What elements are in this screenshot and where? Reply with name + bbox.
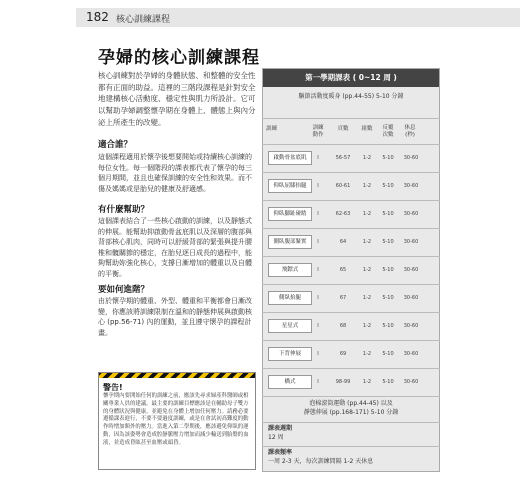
divider <box>262 396 440 397</box>
exercise-name: 橋式 <box>268 375 312 389</box>
section-body-who: 這個課程適用於懷孕後想要開始或持續核心訓練的每位女性。每一個階段的課表都代表了懷孕的每三個月期間，並且也確保訓練的安全性和效果。而不傷及媽媽或是胎兒的健康及舒適感。 <box>98 153 252 193</box>
cooldown-line-2: 靜態伸展 (pp.168-171) 5-10 分鐘 <box>303 409 399 416</box>
cell-sets: 1-2 <box>362 379 372 385</box>
cell-sets: 1-2 <box>362 155 372 161</box>
table-title: 第一學期課表 ( 0~12 周 ) <box>263 69 439 87</box>
warning-box <box>98 372 256 470</box>
period-value: 12 周 <box>268 434 284 441</box>
cell-reps: 5-10 <box>382 351 394 357</box>
cell-pages: 98-99 <box>335 379 351 385</box>
section-body-progress: 由於懷孕期的體重、外型、體重和平衡都會日漸改變，你應該將訓練限制在溫和的靜態伸展與啟動核心 (pp.56-71) 內的運動，並且遵守懷孕的課程計畫。 <box>98 297 252 337</box>
cell-rest: 30-60 <box>403 155 419 161</box>
cell-sets: 1-2 <box>362 183 372 189</box>
cell-pages: 62-63 <box>335 211 351 217</box>
section-body-benefit: 這個課表結合了一些核心啟動的訓練，以及靜態式的伸展。能幫助抑啟動骨盆底肌以及深層的腹部與背部核心肌肉，同時可以舒緩背部的緊張與提升腰椎和髖關節的穩定，在胎兒逐日成長的過程中，能夠幫助妳強化核心，支撐日漸增加的體重以及自體的平衡。 <box>98 217 252 278</box>
cooldown-line-1: 泡棉滾筒運動 (pp.44-45) 以及 <box>309 400 393 407</box>
col-header-exercise: 訓練 <box>266 126 278 132</box>
cell-sets: 1-2 <box>362 351 372 357</box>
cell-sets: 1-2 <box>362 211 372 217</box>
cell-pages: 68 <box>339 323 347 329</box>
page-title: 孕婦的核心訓練課程 <box>98 48 260 68</box>
cell-level: I <box>317 239 319 245</box>
cell-pages: 65 <box>339 267 347 273</box>
cell-pages: 67 <box>339 295 347 301</box>
cell-reps: 5-10 <box>382 323 394 329</box>
warning-body: 懷孕期內要開始任何的訓練之前，應該先尋求婦產科醫師或相關專業人員的建議。最主要的訓練目標應該是在輔助母子雙方的身體狀況與健康，並避免在身體上增加任何壓力。請務必要遵循課表進行，不要不要過度訓練，或是在會試初高難度的動作時增加額外的壓力。當進入第二學期後，應該避免仰臥的運動，因為該姿勢會造成腔靜脈壓力增加而減少輸送到胎盤的血液，並造成昏眩甚至血壓或頭昏。 <box>103 393 249 446</box>
section-heading-benefit: 有什麼幫助？ <box>98 205 150 215</box>
divider <box>262 422 440 423</box>
cell-pages: 64 <box>339 239 347 245</box>
exercise-name: 下背伸展 <box>268 347 312 361</box>
cell-pages: 56-57 <box>335 155 351 161</box>
cell-reps: 5-10 <box>382 155 394 161</box>
cell-rest: 30-60 <box>403 183 419 189</box>
cell-reps: 5-10 <box>382 267 394 273</box>
col-header-rest: 休息(秒) <box>404 125 416 139</box>
cell-level: I <box>317 351 319 357</box>
cell-level: I <box>317 323 319 329</box>
cell-sets: 1-2 <box>362 323 372 329</box>
col-header-sets: 組數 <box>361 126 373 132</box>
cell-rest: 30-60 <box>403 239 419 245</box>
cell-level: I <box>317 295 319 301</box>
exercise-name: 仰臥腳趾碰踏 <box>268 207 312 221</box>
cell-reps: 5-10 <box>382 379 394 385</box>
cell-sets: 1-2 <box>362 239 372 245</box>
page-header <box>76 8 520 27</box>
cell-rest: 30-60 <box>403 267 419 273</box>
col-header-pages: 頁數 <box>337 126 349 132</box>
cell-level: I <box>317 379 319 385</box>
cell-reps: 5-10 <box>382 239 394 245</box>
cell-reps: 5-10 <box>382 211 394 217</box>
cell-rest: 30-60 <box>403 295 419 301</box>
warning-title: 警告! <box>103 383 123 392</box>
cell-rest: 30-60 <box>403 211 419 217</box>
divider <box>262 118 440 119</box>
divider <box>262 446 440 447</box>
cell-level: I <box>317 183 319 189</box>
cell-level: I <box>317 267 319 273</box>
cell-rest: 30-60 <box>403 351 419 357</box>
cell-pages: 69 <box>339 351 347 357</box>
section-heading-progress: 要如何進階？ <box>98 285 150 295</box>
table-warmup: 驅節活動度暖身 (pp.44-55) 5-10 分鐘 <box>298 93 404 100</box>
page-number: 182 <box>86 10 109 24</box>
col-header-level: 訓練動作 <box>312 125 324 139</box>
cell-sets: 1-2 <box>362 295 372 301</box>
period-label: 課表週期 <box>268 425 293 432</box>
cell-rest: 30-60 <box>403 323 419 329</box>
cell-reps: 5-10 <box>382 295 394 301</box>
exercise-name: 仰臥屈膝抬腿 <box>268 179 312 193</box>
exercise-name: 啟動骨盆底肌 <box>268 151 312 165</box>
cell-reps: 5-10 <box>382 183 394 189</box>
cell-rest: 30-60 <box>403 379 419 385</box>
cell-pages: 60-61 <box>335 183 351 189</box>
exercise-name: 飛鏢式 <box>268 263 312 277</box>
intro-paragraph: 核心訓練對於孕婦的身體狀態、和整體的安全性都有正面的助益。這裡的三階段課程是針對安全地建構核心活動度、穩定性與肌力所設計。它可以幫助孕婦調整懷孕期在身體上、體態上與內分泌上所產生的改變。 <box>98 71 256 127</box>
section-heading-who: 適合誰？ <box>98 140 133 150</box>
exercise-name: 側臥抬腿 <box>268 291 312 305</box>
cell-level: I <box>317 155 319 161</box>
section-title: 核心訓練課程 <box>116 15 171 25</box>
col-header-reps: 反覆次數 <box>382 125 394 139</box>
cell-sets: 1-2 <box>362 267 372 273</box>
frequency-value: 一周 2-3 天，每次訓練間隔 1-2 天休息 <box>268 458 374 465</box>
cell-level: I <box>317 211 319 217</box>
frequency-label: 課表頻率 <box>268 449 293 456</box>
warning-stripe <box>99 373 255 378</box>
exercise-name: 側臥腹部緊實 <box>268 235 312 249</box>
exercise-name: 星星式 <box>268 319 312 333</box>
